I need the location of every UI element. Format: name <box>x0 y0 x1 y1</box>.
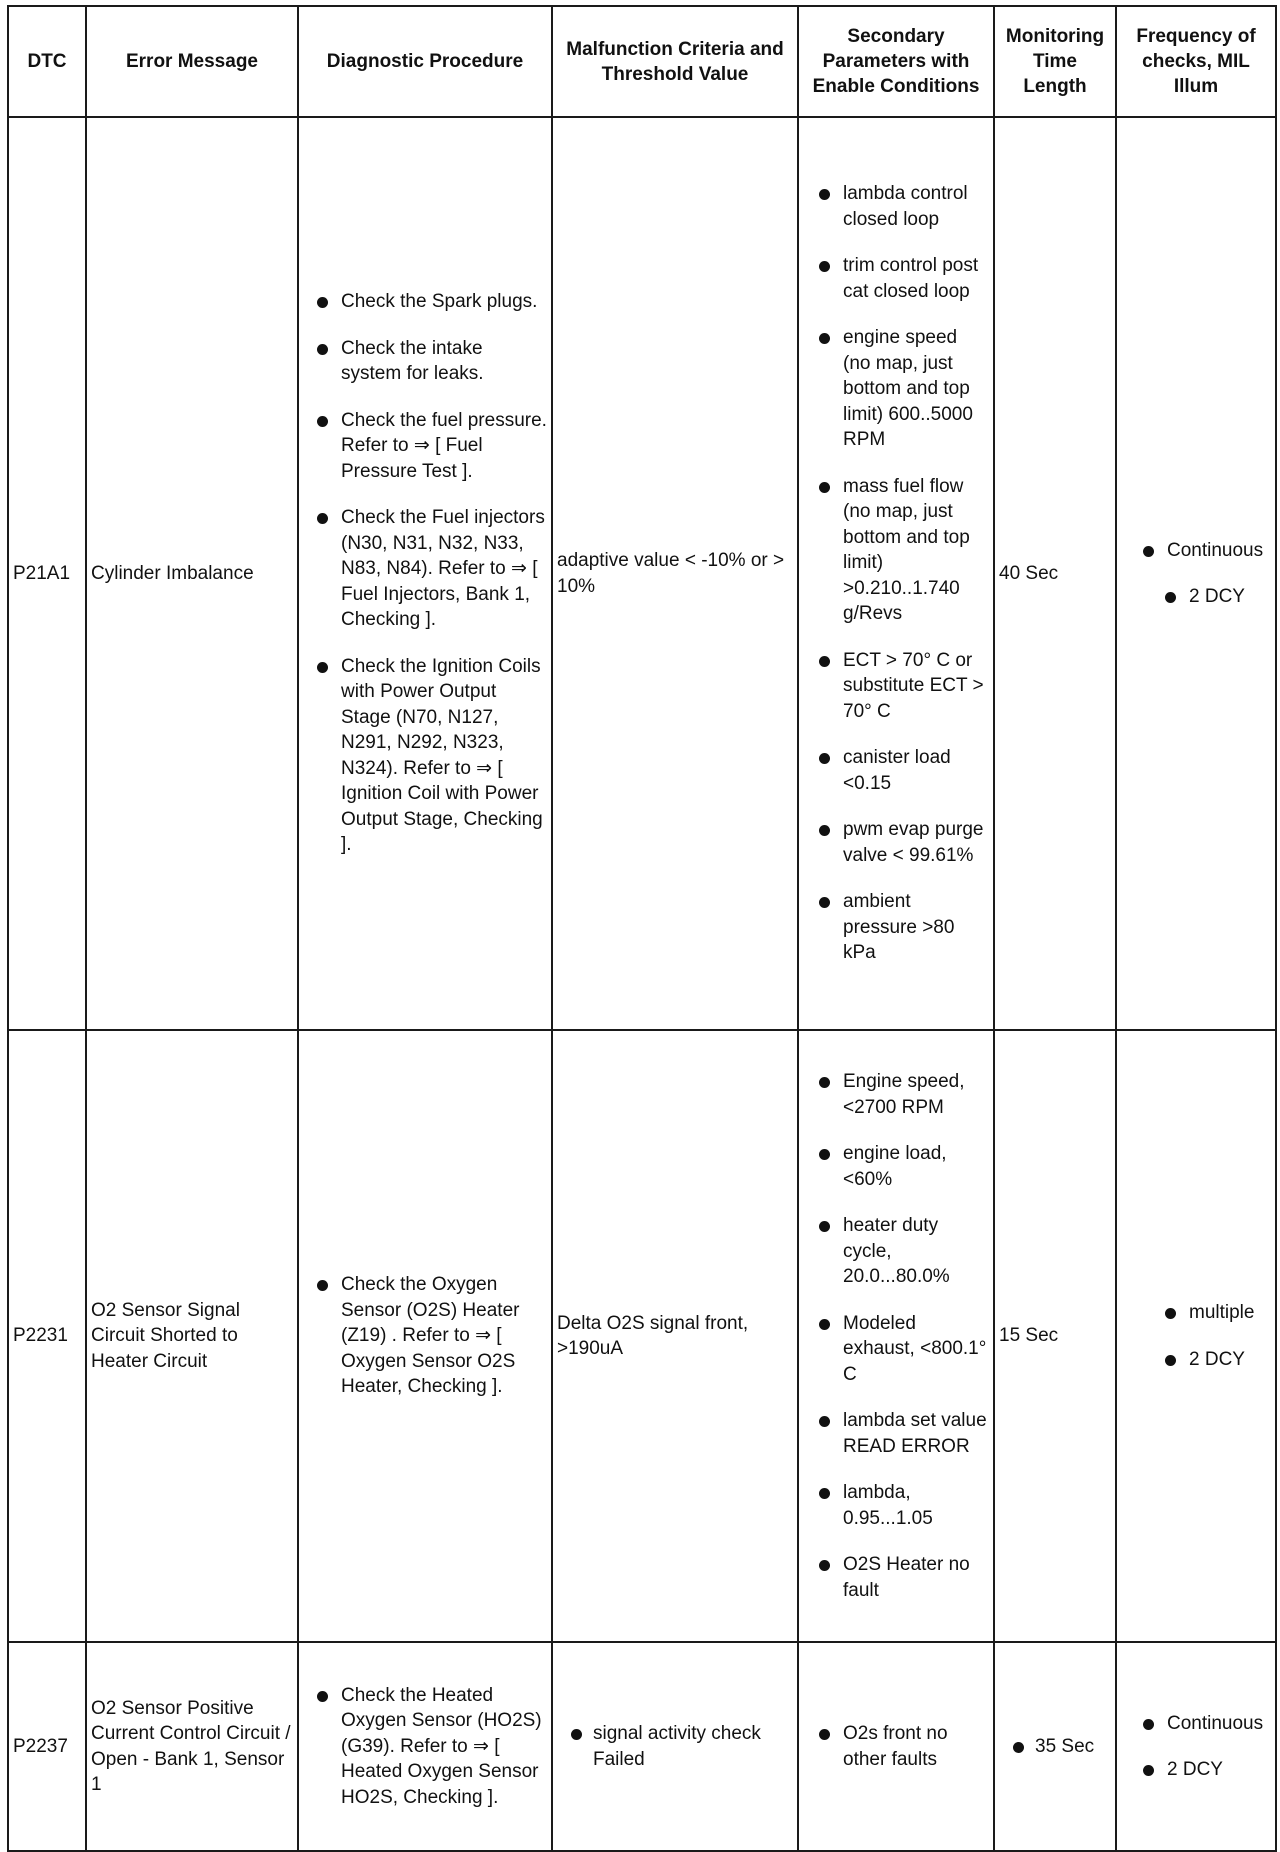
bullet-icon <box>317 513 328 524</box>
header-error-message: Error Message <box>86 6 298 117</box>
list-item: Continuous <box>1121 538 1271 564</box>
header-malfunction-criteria: Malfunction Criteria and Threshold Value <box>552 6 798 117</box>
dtc-table-container <box>7 5 1275 1852</box>
malfunction-criteria: adaptive value < -10% or > 10% <box>552 117 798 1030</box>
malfunction-criteria <box>552 1642 798 1851</box>
list-item: pwm evap purge valve < 99.61% <box>803 817 989 868</box>
list-item: 35 Sec <box>999 1734 1111 1760</box>
bullet-icon <box>819 1319 830 1330</box>
list-item: trim control post cat closed loop <box>803 253 989 304</box>
table-row <box>8 117 1276 1030</box>
header-monitoring-time: Monitoring Time Length <box>994 6 1116 117</box>
bullet-icon <box>819 261 830 272</box>
monitoring-time: 15 Sec <box>994 1030 1116 1642</box>
dtc-code: P2237 <box>8 1642 86 1851</box>
list-item: Modeled exhaust, <800.1° C <box>803 1311 989 1388</box>
error-message: Cylinder Imbalance <box>86 117 298 1030</box>
list-item: Check the Heated Oxygen Sensor (HO2S) (G39). Refer to ⇒ [ Heated Oxygen Sensor HO2S, Checking ]. <box>303 1683 547 1811</box>
list-item: engine speed (no map, just bottom and top limit) 600..5000 RPM <box>803 325 989 453</box>
dtc-code: P21A1 <box>8 117 86 1030</box>
list-item: Engine speed, <2700 RPM <box>803 1069 989 1120</box>
list-item: ambient pressure >80 kPa <box>803 889 989 966</box>
header-diagnostic-procedure: Diagnostic Procedure <box>298 6 552 117</box>
diagnostic-procedure <box>298 1030 552 1642</box>
secondary-parameters <box>798 1642 994 1851</box>
diagnostic-procedure <box>298 117 552 1030</box>
list-item: mass fuel flow (no map, just bottom and top limit) >0.210..1.740 g/Revs <box>803 474 989 627</box>
malfunction-criteria: Delta O2S signal front, >190uA <box>552 1030 798 1642</box>
bullet-icon <box>819 189 830 200</box>
monitoring-time: 40 Sec <box>994 117 1116 1030</box>
header-frequency: Frequency of checks, MIL Illum <box>1116 6 1276 117</box>
bullet-icon <box>1165 592 1176 603</box>
bullet-icon <box>819 1488 830 1499</box>
list-item: lambda control closed loop <box>803 181 989 232</box>
list-item: lambda, 0.95...1.05 <box>803 1480 989 1531</box>
bullet-icon <box>819 1221 830 1232</box>
bullet-icon <box>819 1560 830 1571</box>
bullet-icon <box>819 1077 830 1088</box>
monitoring-time <box>994 1642 1116 1851</box>
bullet-icon <box>1013 1742 1024 1753</box>
frequency <box>1116 117 1276 1030</box>
list-item: 2 DCY <box>1121 1757 1271 1783</box>
error-message: O2 Sensor Positive Current Control Circuit / Open - Bank 1, Sensor 1 <box>86 1642 298 1851</box>
list-item: Check the Oxygen Sensor (O2S) Heater (Z19) . Refer to ⇒ [ Oxygen Sensor O2S Heater, Checking ]. <box>303 1272 547 1400</box>
frequency <box>1116 1642 1276 1851</box>
bullet-icon <box>317 1280 328 1291</box>
list-item: engine load, <60% <box>803 1141 989 1192</box>
list-item: multiple <box>1143 1300 1271 1326</box>
list-item: heater duty cycle, 20.0...80.0% <box>803 1213 989 1290</box>
list-item: O2s front no other faults <box>803 1721 989 1772</box>
bullet-icon <box>317 416 328 427</box>
list-item: Check the fuel pressure. Refer to ⇒ [ Fuel Pressure Test ]. <box>303 408 547 485</box>
dtc-code: P2231 <box>8 1030 86 1642</box>
bullet-icon <box>317 1691 328 1702</box>
bullet-icon <box>819 1416 830 1427</box>
secondary-parameters <box>798 1030 994 1642</box>
bullet-icon <box>819 656 830 667</box>
bullet-icon <box>1143 546 1154 557</box>
dtc-table <box>7 5 1277 1852</box>
list-item: Check the Fuel injectors (N30, N31, N32, N33, N83, N84). Refer to ⇒ [ Fuel Injectors, Bank 1, Checking ]. <box>303 505 547 633</box>
list-item: O2S Heater no fault <box>803 1552 989 1603</box>
bullet-icon <box>317 662 328 673</box>
bullet-icon <box>819 753 830 764</box>
header-secondary-parameters: Secondary Parameters with Enable Conditions <box>798 6 994 117</box>
bullet-icon <box>1143 1765 1154 1776</box>
secondary-parameters <box>798 117 994 1030</box>
bullet-icon <box>819 825 830 836</box>
bullet-icon <box>819 482 830 493</box>
list-item: Check the Ignition Coils with Power Output Stage (N70, N127, N291, N292, N323, N324). Refer to ⇒ [ Ignition Coil with Power Output Stage, Checking ]. <box>303 654 547 858</box>
diagnostic-procedure <box>298 1642 552 1851</box>
list-item: canister load <0.15 <box>803 745 989 796</box>
bullet-icon <box>819 333 830 344</box>
header-row <box>8 6 1276 117</box>
list-item: 2 DCY <box>1143 584 1271 610</box>
list-item: Check the Spark plugs. <box>303 289 547 315</box>
error-message: O2 Sensor Signal Circuit Shorted to Heater Circuit <box>86 1030 298 1642</box>
list-item: Check the intake system for leaks. <box>303 336 547 387</box>
list-item: 2 DCY <box>1143 1347 1271 1373</box>
bullet-icon <box>1165 1308 1176 1319</box>
list-item: signal activity check Failed <box>557 1721 793 1772</box>
bullet-icon <box>317 297 328 308</box>
list-item: ECT > 70° C or substitute ECT > 70° C <box>803 648 989 725</box>
frequency <box>1116 1030 1276 1642</box>
list-item: Continuous <box>1121 1711 1271 1737</box>
bullet-icon <box>819 1149 830 1160</box>
bullet-icon <box>1143 1719 1154 1730</box>
bullet-icon <box>571 1729 582 1740</box>
table-row <box>8 1642 1276 1851</box>
header-dtc: DTC <box>8 6 86 117</box>
list-item: lambda set value READ ERROR <box>803 1408 989 1459</box>
table-row <box>8 1030 1276 1642</box>
bullet-icon <box>317 344 328 355</box>
bullet-icon <box>1165 1355 1176 1366</box>
bullet-icon <box>819 1729 830 1740</box>
bullet-icon <box>819 897 830 908</box>
